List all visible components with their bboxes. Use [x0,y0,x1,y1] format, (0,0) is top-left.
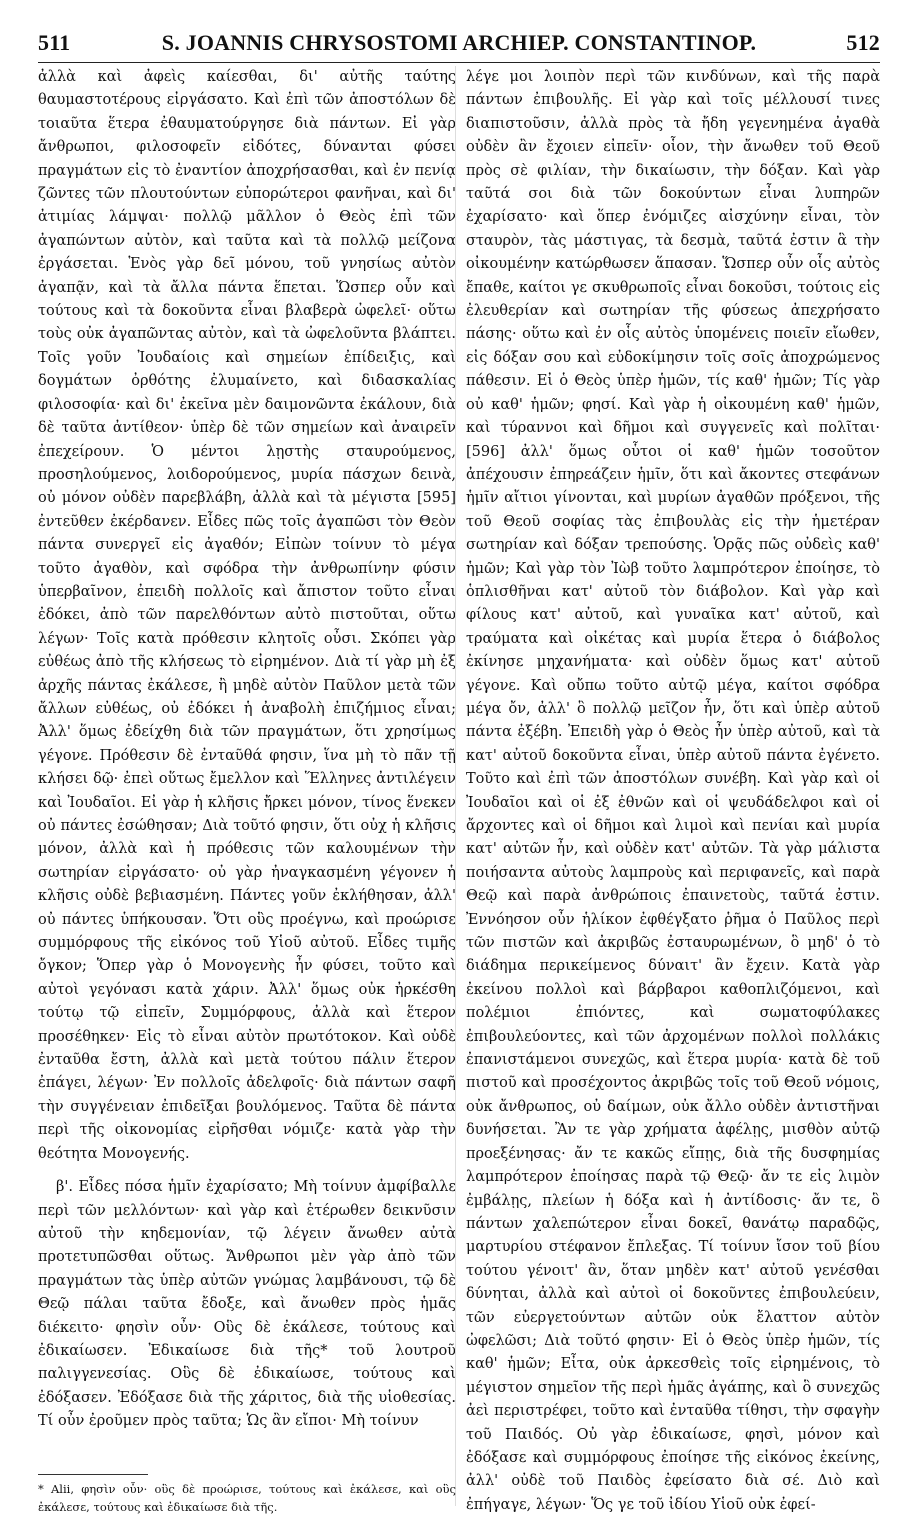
left-paragraph-2: β'. Εἶδες πόσα ἡμῖν ἐχαρίσατο; Μὴ τοίνυν ἀμφίβαλλε περὶ τῶν μελλόντων· καὶ γὰρ καὶ ἑτέρωθεν δεικνῦσιν αὐτοῦ τὴν κηδεμονίαν, τῷ λέγειν ἄνωθεν αὐτὰ προτετυπῶσθαι οὕτως. Ἄνθρωποι μὲν γὰρ ἀπὸ τῶν πραγμάτων τὰς ὑπὲρ αὐτῶν γνώμας λαμβάνουσι, τῷ δὲ Θεῷ πάλαι ταῦτα ἔδοξε, καὶ ἄνωθεν πρὸς ἡμᾶς διέκειτο· φησὶν οὖν· Οὓς δὲ ἐκάλεσε, τούτους καὶ ἐδικαίωσεν. Ἐδικαίωσε διὰ τῆς* τοῦ λουτροῦ παλιγγενεσίας. Οὓς δὲ ἐδικαίωσε, τούτους καὶ ἐδόξασεν. Ἐδόξασε διὰ τῆς χάριτος, διὰ τῆς υἱοθεσίας. Τί οὖν ἐροῦμεν πρὸς ταῦτα; Ὡς ἂν εἴποι· Μὴ τοίνυν [38,1179,456,1430]
left-paragraph-1: ἀλλὰ καὶ ἀφεὶς καίεσθαι, δι' αὐτῆς ταύτης θαυμαστοτέρους εἰργάσατο. Καὶ ἐπὶ τῶν ἀποστόλων δὲ τοιαῦτα ἕτερα ἐθαυματούργησε διὰ πάντων. Εἰ γὰρ ἄνθρωποι, φιλοσοφεῖν εἰδότες, δύνανται φύσει πραγμάτων εἰς τὸ ἐναντίον ἀποχρήσασθαι, καὶ ἐν πενίᾳ ζῶντες τῶν πλουτούντων εὐπορώτεροι φανῆναι, καὶ δι' ἀτιμίας λάμψαι· πολλῷ μᾶλλον ὁ Θεὸς ἐπὶ τῶν ἀγαπώντων αὐτὸν, καὶ ταῦτα καὶ τὰ πολλῷ μείζονα ἐργάσεται. Ἑνὸς γὰρ δεῖ μόνου, τοῦ γνησίως αὐτὸν ἀγαπᾷν, καὶ τὰ ἄλλα πάντα ἕπεται. Ὥσπερ οὖν καὶ τούτους καὶ τὰ δοκοῦντα εἶναι βλαβερὰ ὠφελεῖ· οὕτω τοὺς οὐκ ἀγαπῶντας αὐτὸν, καὶ τὰ ὠφελοῦντα βλάπτει. Τοῖς γοῦν Ἰουδαίοις καὶ σημείων ἐπίδειξις, καὶ δογμάτων ὀρθότης ἐλυμαίνετο, καὶ διδασκαλίας φιλοσοφία· καὶ δι' ἐκεῖνα μὲν δαιμονῶντα ἐκάλουν, διὰ δὲ ταῦτα ἀντίθεον· ὑπὲρ δὲ τῶν σημείων καὶ ἀναιρεῖν ἐπεχείρουν. Ὁ μέντοι λῃστὴς σταυρούμενος, προσηλούμενος, λοιδορούμενος, μυρία πάσχων δεινὰ, οὐ μόνον οὐδὲν παρεβλάβη, ἀλλὰ καὶ τὰ μέγιστα [595] ἐντεῦθεν ἐκέρδανεν. Εἶδες πῶς τοῖς ἀγαπῶσι τὸν Θεὸν πάντα συνεργεῖ εἰς ἀγαθόν; Εἰπὼν τοίνυν τὸ μέγα τοῦτο ἀγαθὸν, καὶ σφόδρα τὴν ἀνθρωπίνην φύσιν ὑπερβαῖνον, ἐπειδὴ πολλοῖς καὶ ἄπιστον τοῦτο εἶναι ἐδόκει, ἀπὸ τῶν παρελθόντων αὐτὸ πιστοῦται, οὕτω λέγων· Τοῖς κατὰ πρόθεσιν κλητοῖς οὖσι. Σκόπει γὰρ εὐθέως ἀπὸ τῆς κλήσεως τὸ εἰρημένον. Διὰ τί γὰρ μὴ ἐξ ἀρχῆς πάντας ἐκάλεσε, ἢ μηδὲ αὐτὸν Παῦλον μετὰ τῶν ἄλλων εὐθέως, οὐ ἐδόκει ἡ ἀναβολὴ ἐπιζήμιος εἶναι; Ἀλλ' ὅμως ἐδείχθη διὰ τῶν πραγμάτων, ὅτι χρησίμως γέγονε. Πρόθεσιν δὲ ἐνταῦθά φησιν, ἵνα μὴ τὸ πᾶν τῇ κλήσει δῷ· ἐπεὶ οὕτως ἔμελλον καὶ Ἕλληνες ἀντιλέγειν καὶ Ἰουδαῖοι. Εἰ γὰρ ἡ κλῆσις ἤρκει μόνον, τίνος ἕνεκεν οὐ πάντες ἐσώθησαν; Διὰ τοῦτό φησιν, ὅτι οὐχ ἡ κλῆσις μόνον, ἀλλὰ καὶ ἡ πρόθεσις τῶν καλουμένων τὴν σωτηρίαν εἰργάσατο· οὐ γὰρ ἠναγκασμένη γέγονεν ἡ κλῆσις οὐδὲ βεβιασμένη. Πάντες γοῦν ἐκλήθησαν, ἀλλ' οὐ πάντες ὑπήκουσαν. Ὅτι οὓς προέγνω, καὶ προώρισε συμμόρφους τῆς εἰκόνος τοῦ Υἱοῦ αὐτοῦ. Εἶδες τιμῆς ὄγκον; Ὅπερ γὰρ ὁ Μονογενὴς ἦν φύσει, τοῦτο καὶ αὐτοὶ γεγόνασι κατὰ χάριν. Ἀλλ' ὅμως οὐκ ἠρκέσθη τούτῳ τῷ εἰπεῖν, Συμμόρφους, ἀλλὰ καὶ ἕτερον προσέθηκεν· Εἰς τὸ εἶναι αὐτὸν πρωτότοκον. Καὶ οὐδὲ ἐνταῦθα ἔστη, ἀλλὰ καὶ μετὰ τούτου πάλιν ἕτερον ἐπάγει, λέγων· Ἐν πολλοῖς ἀδελφοῖς· διὰ πάντων σαφῆ τὴν συγγένειαν ἐπιδεῖξαι βουλόμενος. Ταῦτα δὲ πάντα περὶ τῆς οἰκονομίας εἰρῆσθαι νόμιζε· κατὰ γὰρ τὴν θεότητα Μονογενής. [38,69,456,1162]
page-number-left: 511 [38,30,71,55]
right-column [466,66,880,1517]
header-rule [38,62,880,63]
column-divider [455,66,456,1506]
running-title: S. JOANNIS CHRYSOSTOMI ARCHIEP. CONSTANTINOP. [161,30,757,55]
footnote: * Alii, φησὶν οὖν· οὓς δὲ προώρισε, τούτους καὶ ἐκάλεσε, καὶ οὓς ἐκάλεσε, τούτους καὶ ἐδικαίωσε διὰ τῆς. [38,1482,456,1514]
right-paragraph-1: λέγε μοι λοιπὸν περὶ τῶν κινδύνων, καὶ τῆς παρὰ πάντων ἐπιβουλῆς. Εἰ γὰρ καὶ τοῖς μέλλουσί τινες διαπιστοῦσιν, ἀλλὰ πρὸς τὰ ἤδη γεγενημένα ἀγαθὰ οὐδὲν ἂν ἔχοιεν εἰπεῖν· οἷον, τὴν ἄνωθεν τοῦ Θεοῦ πρὸς σὲ φιλίαν, τὴν δικαίωσιν, τὴν δόξαν. Καὶ γὰρ ταῦτά σοι διὰ τῶν δοκούντων εἶναι λυπηρῶν ἐχαρίσατο· καὶ ὅπερ ἐνόμιζες αἰσχύνην εἶναι, τὸν σταυρὸν, τὰς μάστιγας, τὰ δεσμὰ, ταῦτά ἐστιν ἃ τὴν οἰκουμένην κατώρθωσεν ἅπασαν. Ὥσπερ οὖν οἷς αὐτὸς ἔπαθε, καίτοι γε σκυθρωποῖς εἶναι δοκοῦσι, τούτοις εἰς ἐλευθερίαν καὶ σωτηρίαν τῆς φύσεως ἀπεχρήσατο πάσης· οὕτω καὶ ἐν οἷς αὐτὸς ὑπομένεις ποιεῖν εἴωθεν, εἰς δόξαν σου καὶ εὐδοκίμησιν τοῖς σοῖς ἀποχρώμενος πάθεσιν. Εἰ ὁ Θεὸς ὑπὲρ ἡμῶν, τίς καθ' ἡμῶν; Τίς γὰρ οὐ καθ' ἡμῶν; φησί. Καὶ γὰρ ἡ οἰκουμένη καθ' ἡμῶν, καὶ τύραννοι καὶ δῆμοι καὶ συγγενεῖς καὶ πολῖται· [596] ἀλλ' ὅμως οὗτοι οἱ καθ' ἡμῶν τοσοῦτον ἀπέχουσιν ἐπηρεάζειν ἡμῖν, ὅτι καὶ ἄκοντες στεφάνων ἡμῖν αἴτιοι γίνονται, καὶ μυρίων ἀγαθῶν πρόξενοι, τῆς τοῦ Θεοῦ σοφίας τὰς ἐπιβουλὰς εἰς τὴν ἡμετέραν σωτηρίαν καὶ δόξαν τρεπούσης. Ὁρᾷς πῶς οὐδεὶς καθ' ἡμῶν; Καὶ γὰρ τὸν Ἰὼβ τοῦτο λαμπρότερον ἐποίησε, τὸ ὁπλισθῆναι κατ' αὐτοῦ τὸν διάβολον. Καὶ γὰρ καὶ φίλους κατ' αὐτοῦ, καὶ γυναῖκα κατ' αὐτοῦ, καὶ τραύματα καὶ οἰκέτας καὶ μυρία ἕτερα ὁ διάβολος ἐκίνησε μηχανήματα· καὶ οὐδὲν ὅμως κατ' αὐτοῦ γέγονε. Καὶ οὔπω τοῦτο αὐτῷ μέγα, καίτοι σφόδρα μέγα ὄν, ἀλλ' ὃ πολλῷ μεῖζον ἦν, ὅτι καὶ ὑπὲρ αὐτοῦ πάντα ἐξέβη. Ἐπειδὴ γὰρ ὁ Θεὸς ἦν ὑπὲρ αὐτοῦ, καὶ τὰ κατ' αὐτοῦ δοκοῦντα εἶναι, ὑπὲρ αὐτοῦ πάντα ἐγένετο. Τοῦτο καὶ ἐπὶ τῶν ἀποστόλων συνέβη. Καὶ γὰρ καὶ οἱ Ἰουδαῖοι καὶ οἱ ἐξ ἐθνῶν καὶ οἱ ψευδάδελφοι καὶ οἱ ἄρχοντες καὶ οἱ δῆμοι καὶ λιμοὶ καὶ πενίαι καὶ μυρία κατ' αὐτῶν ἦν, καὶ οὐδὲν κατ' αὐτῶν. Τὰ γὰρ μάλιστα ποιήσαντα αὐτοὺς λαμπροὺς καὶ περιφανεῖς, καὶ παρὰ Θεῷ καὶ παρὰ ἀνθρώποις ἐπαινετοὺς, ταῦτά ἐστιν. Ἐννόησον οὖν ἡλίκον ἐφθέγξατο ῥῆμα ὁ Παῦλος περὶ τῶν πιστῶν καὶ ἀκριβῶς ἐσταυρωμένων, ὃ μηδ' ὁ τὸ διάδημα περικείμενος δύναιτ' ἂν ἔχειν. Κατὰ γὰρ ἐκείνου πολλοὶ καὶ βάρβαροι καθοπλιζόμενοι, καὶ πολέμιοι ἐπιόντες, καὶ σωματοφύλακες ἐπιβουλεύοντες, καὶ τῶν ἀρχομένων πολλοὶ πολλάκις ἐπανιστάμενοι συνεχῶς, καὶ ἕτερα μυρία· κατὰ δὲ τοῦ πιστοῦ καὶ προσέχοντος ἀκριβῶς τοῖς τοῦ Θεοῦ νόμοις, οὐκ ἄνθρωπος, οὐ δαίμων, οὐκ ἄλλο οὐδὲν ἀντιστῆναι δυνήσεται. Ἂν τε γὰρ χρήματα ἀφέλῃς, μισθὸν αὐτῷ προεξένησας· ἄν τε κακῶς εἴπῃς, διὰ τῆς δυσφημίας λαμπρότερον ἐποίησας παρὰ τῷ Θεῷ· ἄν τε εἰς λιμὸν ἐμβάλῃς, πλείων ἡ δόξα καὶ ἡ ἀντίδοσις· ἄν τε, ὃ πάντων χαλεπώτερον εἶναι δοκεῖ, θανάτῳ παραδῷς, μαρτυρίου στέφανον ἔπλεξας. Τί τοίνυν ἴσον τοῦ βίου τούτου γένοιτ' ἂν, ὅταν μηδὲν κατ' αὐτοῦ γενέσθαι δύνηται, ἀλλὰ καὶ αὐτοὶ οἱ δοκοῦντες ἐπιβουλεύειν, τῶν εὐεργετούντων αὐτῶν οὐκ ἔλαττον αὐτὸν ὠφελῶσι; Διὰ τοῦτό φησιν· Εἰ ὁ Θεὸς ὑπὲρ ἡμῶν, τίς καθ' ἡμῶν; Εἶτα, οὐκ ἀρκεσθεὶς τοῖς εἰρημένοις, τὸ μέγιστον σημεῖον τῆς περὶ ἡμᾶς ἀγάπης, καὶ ὃ συνεχῶς ἀεὶ περιστρέφει, τοῦτο καὶ ἐνταῦθα τίθησι, τὴν σφαγὴν τοῦ Παιδός. Οὐ γὰρ ἐδικαίωσε, φησὶ, μόνον καὶ ἐδόξασε καὶ συμμόρφους ἐποίησε τῆς εἰκόνος ἐκείνης, ἀλλ' οὐδὲ τοῦ Παιδὸς ἐφείσατο διὰ σέ. Διὸ καὶ ἐπήγαγε, λέγων· Ὅς γε τοῦ ἰδίου Υἱοῦ οὐκ ἐφεί- [466,69,880,1513]
footnote-rule [38,1474,148,1475]
page-number-right: 512 [846,30,880,55]
running-head [38,30,880,58]
left-column [38,66,456,1434]
